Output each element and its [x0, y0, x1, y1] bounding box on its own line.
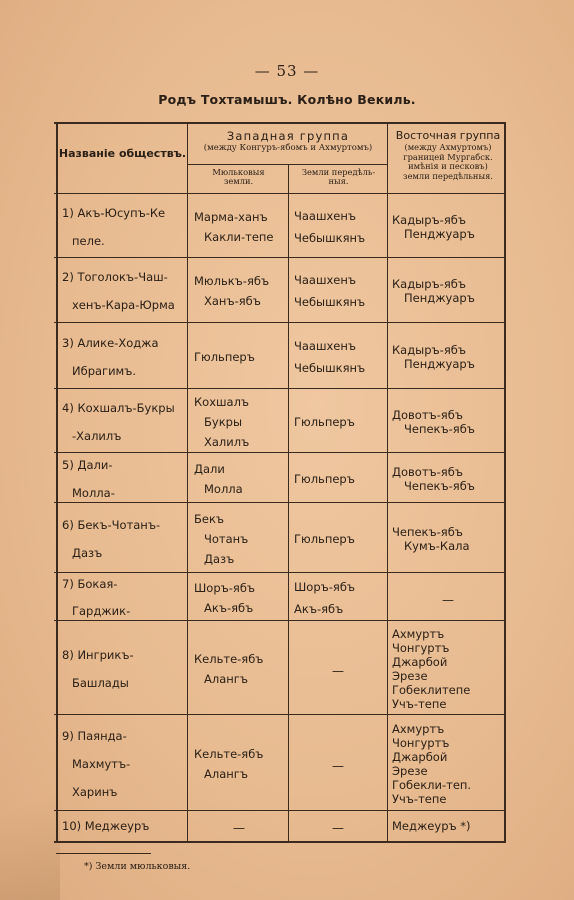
row-separator [54, 388, 506, 389]
cell-text: Мюлькъ-ябъ [194, 274, 270, 288]
footnote: *) Земли мюльковыя. [84, 861, 191, 872]
cell-text: 6) Бекъ-Чотанъ- [62, 517, 161, 532]
cell-text: Пенджуаръ [404, 356, 475, 371]
cell-text: Бекъ [194, 511, 225, 526]
cell-text: хенъ-Кара-Юрма [72, 298, 175, 312]
cell-text: 2) Тоголокъ-Чаш- [62, 270, 168, 284]
cell-text: Гюльперъ [194, 349, 255, 364]
empty-dash: — [233, 821, 245, 835]
table-border-right [504, 124, 506, 841]
page-number: — 53 — [254, 62, 320, 80]
cell-text: Кумъ-Кала [404, 538, 470, 553]
cell-text: 4) Кохшалъ-Букры [62, 401, 175, 415]
cell-text: Учъ-тепе [392, 792, 447, 806]
cell-text: Кадыръ-ябъ [392, 212, 466, 227]
cell-text: Чаашхенъ [294, 338, 357, 353]
cell-text: Чонгуртъ [392, 736, 450, 750]
cell-text: Чепекъ-ябъ [404, 422, 475, 436]
header-west-sub: (между Конгуръ-ябомъ и Ахмуртомъ) [203, 143, 373, 153]
cell-text: Какли-тепе [204, 229, 274, 244]
column-divider [387, 124, 388, 841]
row-separator [54, 257, 506, 258]
cell-text: Букры [204, 415, 243, 429]
cell-text: Акъ-ябъ [294, 601, 344, 616]
cell-text: Гюльперъ [294, 471, 355, 486]
cell-text: Джарбой [392, 655, 448, 669]
cell-text: пеле. [72, 233, 105, 248]
cell-text: Махмутъ- [72, 757, 131, 771]
cell-text: Чотанъ [204, 531, 249, 546]
cell-text: Дазъ [72, 545, 103, 560]
data-table [54, 122, 506, 843]
row-separator [54, 322, 506, 323]
header-subdivider [187, 164, 387, 165]
table-border-left [56, 124, 58, 841]
empty-dash: — [442, 592, 454, 607]
header-west-pered: Земли передѣль- ныя. [301, 167, 376, 186]
cell-text: Шоръ-ябъ [294, 579, 356, 594]
cell-text: 3) Алике-Ходжа [62, 335, 159, 350]
header-east-title: Восточная группа [395, 129, 501, 142]
cell-text: Чебышкянъ [294, 230, 366, 245]
cell-text: Чепекъ-ябъ [404, 478, 475, 493]
header-east-sub: (между Ахмуртомъ) границей Мургабск. имѣнія и песковъ) земли передѣльныя. [403, 142, 493, 181]
cell-text: Башлады [72, 676, 129, 690]
cell-text: Эрезе [392, 669, 428, 683]
header-west-title: Западная группа [226, 129, 350, 143]
cell-text: Ибрагимъ. [72, 363, 137, 378]
cell-text: Алангъ [204, 672, 248, 686]
cell-text: Дали [194, 461, 225, 476]
cell-text: Меджеуръ *) [392, 819, 471, 833]
row-separator [54, 714, 506, 715]
cell-text: Акъ-ябъ [204, 600, 254, 615]
cell-text: Халилъ [204, 435, 250, 449]
row-separator [54, 810, 506, 811]
header-west-mulk: Мюльковыя земли. [212, 167, 265, 186]
cell-text: Кельте-ябъ [194, 652, 264, 666]
cell-text: Гюльперъ [294, 531, 355, 546]
cell-text: Эрезе [392, 764, 428, 778]
cell-text: Чаашхенъ [294, 208, 357, 223]
cell-text: Ханъ-ябъ [204, 294, 261, 308]
cell-text: Харинъ [72, 785, 118, 799]
row-separator [54, 502, 506, 503]
cell-text: Пенджуаръ [404, 291, 475, 305]
row-separator [54, 452, 506, 453]
cell-text: 7) Бокая- [62, 577, 118, 591]
cell-text: 8) Ингрикъ- [62, 648, 134, 662]
cell-text: Кадыръ-ябъ [392, 342, 466, 357]
cell-text: Учъ-тепе [392, 697, 447, 711]
cell-text: 10) Меджеуръ [62, 819, 150, 833]
cell-text: Кельте-ябъ [194, 747, 264, 761]
cell-text: 1) Акъ-Юсупъ-Ке [62, 205, 166, 220]
cell-text: -Халилъ [72, 429, 122, 443]
cell-text: Кадыръ-ябъ [392, 277, 466, 291]
cell-text: Чебышкянъ [294, 360, 366, 375]
cell-text: Ахмуртъ [392, 722, 445, 736]
cell-text: Пенджуаръ [404, 226, 475, 241]
cell-text: Чаашхенъ [294, 273, 357, 287]
empty-dash: — [332, 664, 344, 678]
cell-text: Чонгуртъ [392, 641, 450, 655]
empty-dash: — [332, 759, 344, 773]
header-name-col: Названіе обществъ. [58, 147, 187, 160]
column-divider [187, 124, 188, 841]
cell-text: Ахмуртъ [392, 627, 445, 641]
cell-text: 5) Дали- [62, 457, 113, 472]
cell-text: Чепекъ-ябъ [392, 524, 463, 539]
cell-text: Джарбой [392, 750, 448, 764]
cell-text: Довотъ-ябъ [392, 464, 463, 479]
cell-text: Кохшалъ [194, 395, 250, 409]
cell-text: Гюльперъ [294, 415, 355, 429]
cell-text: Марма-ханъ [194, 209, 268, 224]
page-title: Родъ Тохтамышъ. Колѣно Векиль. [158, 92, 416, 107]
cell-text: Дазъ [204, 551, 235, 566]
row-separator [54, 620, 506, 621]
cell-text: Молла- [72, 485, 115, 500]
cell-text: Шоръ-ябъ [194, 580, 256, 595]
footnote-rule [56, 853, 151, 854]
cell-text: Алангъ [204, 767, 248, 781]
cell-text: Довотъ-ябъ [392, 408, 463, 422]
cell-text: Гобекли-теп. [392, 778, 472, 792]
row-separator [54, 572, 506, 573]
cell-text: Гобеклитепе [392, 683, 471, 697]
header-bottom-rule [54, 193, 506, 194]
cell-text: Молла [204, 481, 243, 496]
cell-text: Гарджик- [72, 604, 131, 618]
cell-text: Чебышкянъ [294, 295, 366, 309]
cell-text: 9) Паянда- [62, 729, 127, 743]
paper-fold-shadow [0, 740, 60, 900]
empty-dash: — [332, 821, 344, 835]
